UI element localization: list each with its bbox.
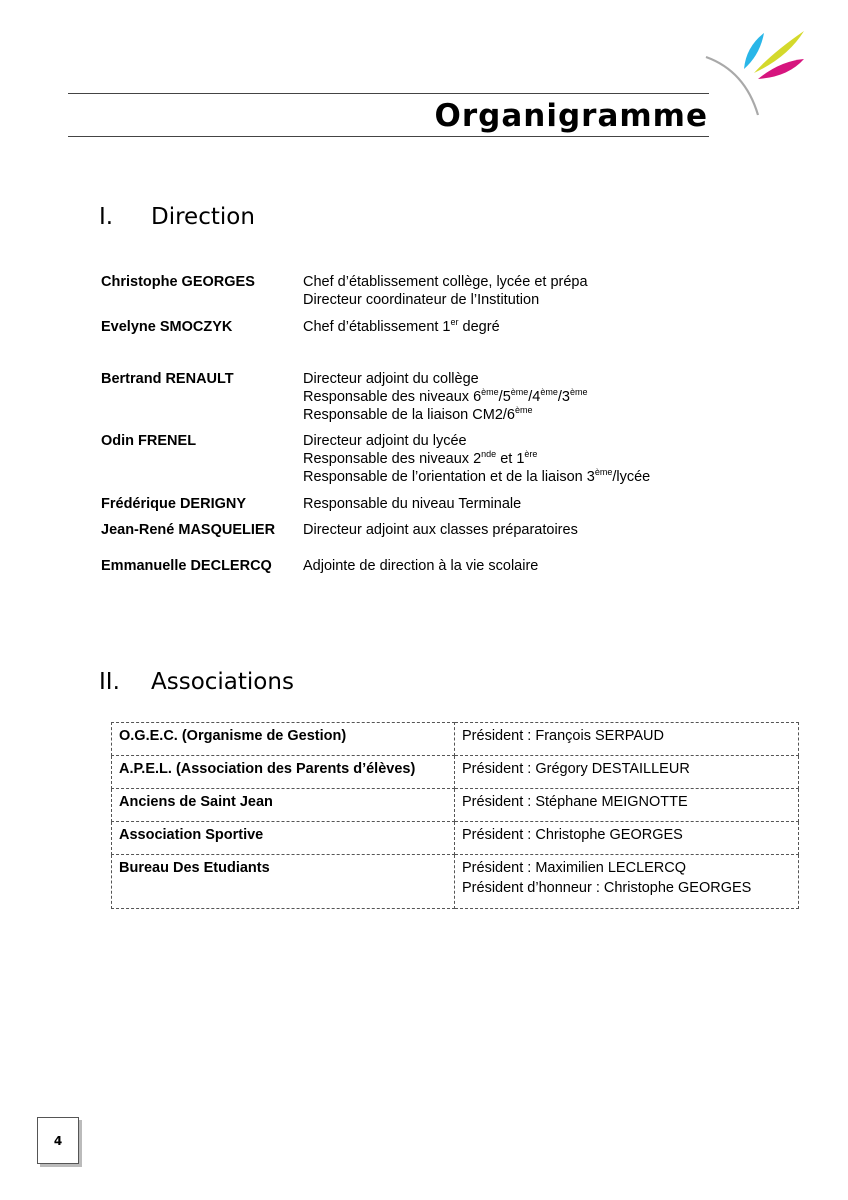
association-name: Anciens de Saint Jean: [112, 789, 455, 822]
person-name: Evelyne SMOCZYK: [101, 319, 233, 335]
president-line: Président : François SERPAUD: [462, 728, 664, 744]
role-line: Responsable des niveaux 2nde et 1ère: [303, 449, 538, 467]
role-line: Directeur adjoint du lycée: [303, 433, 467, 449]
header-rule-top: [68, 93, 709, 94]
association-president: [455, 855, 799, 909]
person-name: Emmanuelle DECLERCQ: [101, 558, 272, 574]
page-title: Organigramme: [434, 98, 708, 134]
president-line: Président : Stéphane MEIGNOTTE: [462, 794, 688, 810]
association-president: [455, 756, 799, 789]
logo-stem: [706, 57, 758, 115]
association-president: [455, 789, 799, 822]
table-row: [112, 756, 799, 789]
section-title: Direction: [151, 204, 255, 230]
role-line: Directeur adjoint aux classes préparatoires: [303, 522, 578, 538]
association-name: Bureau Des Etudiants: [112, 855, 455, 909]
header-rule-bottom: [68, 136, 709, 137]
president-line: Président : Maximilien LECLERCQ: [462, 860, 687, 876]
person-roles: [303, 495, 521, 513]
role-line: Responsable des niveaux 6ème/5ème/4ème/3ème: [303, 387, 588, 405]
logo: [700, 25, 820, 120]
president-line: Président : Grégory DESTAILLEUR: [462, 761, 690, 777]
person-roles: [303, 521, 578, 539]
person-roles: [303, 432, 650, 486]
association-name: A.P.E.L. (Association des Parents d’élèves): [112, 756, 455, 789]
person-name: Jean-René MASQUELIER: [101, 522, 276, 538]
role-line: Directeur adjoint du collège: [303, 371, 479, 387]
association-president: [455, 822, 799, 855]
person-roles: [303, 557, 538, 575]
page-number: 4: [37, 1117, 79, 1164]
association-name: O.G.E.C. (Organisme de Gestion): [112, 723, 455, 756]
person-roles: [303, 318, 500, 336]
president-line: Président : Christophe GEORGES: [462, 827, 683, 843]
role-line: Responsable de la liaison CM2/6ème: [303, 405, 533, 423]
section-heading-associations: [99, 667, 294, 697]
table-row: [112, 855, 799, 909]
table-row: [112, 789, 799, 822]
person-roles: [303, 370, 588, 424]
person-name: Christophe GEORGES: [101, 274, 255, 290]
role-line: Adjointe de direction à la vie scolaire: [303, 558, 539, 574]
person-roles: [303, 273, 588, 309]
role-line: Chef d’établissement 1er degré: [303, 317, 500, 335]
table-row: [112, 723, 799, 756]
person-name: Frédérique DERIGNY: [101, 496, 247, 512]
section-number: II.: [99, 669, 120, 695]
logo-petal-blue: [744, 33, 764, 69]
role-line: Responsable du niveau Terminale: [303, 496, 522, 512]
section-heading-direction: [99, 202, 255, 232]
person-name: Odin FRENEL: [101, 433, 197, 449]
role-line: Directeur coordinateur de l’Institution: [303, 292, 540, 308]
table-row: [112, 822, 799, 855]
section-number: I.: [99, 204, 114, 230]
person-name: Bertrand RENAULT: [101, 371, 234, 387]
role-line: Chef d’établissement collège, lycée et prépa: [303, 274, 588, 290]
role-line: Responsable de l’orientation et de la liaison 3ème/lycée: [303, 467, 651, 485]
association-president: [455, 723, 799, 756]
president-line: Président d’honneur : Christophe GEORGES: [462, 880, 752, 896]
association-name: Association Sportive: [112, 822, 455, 855]
section-title: Associations: [151, 669, 294, 695]
associations-table: [111, 722, 799, 909]
